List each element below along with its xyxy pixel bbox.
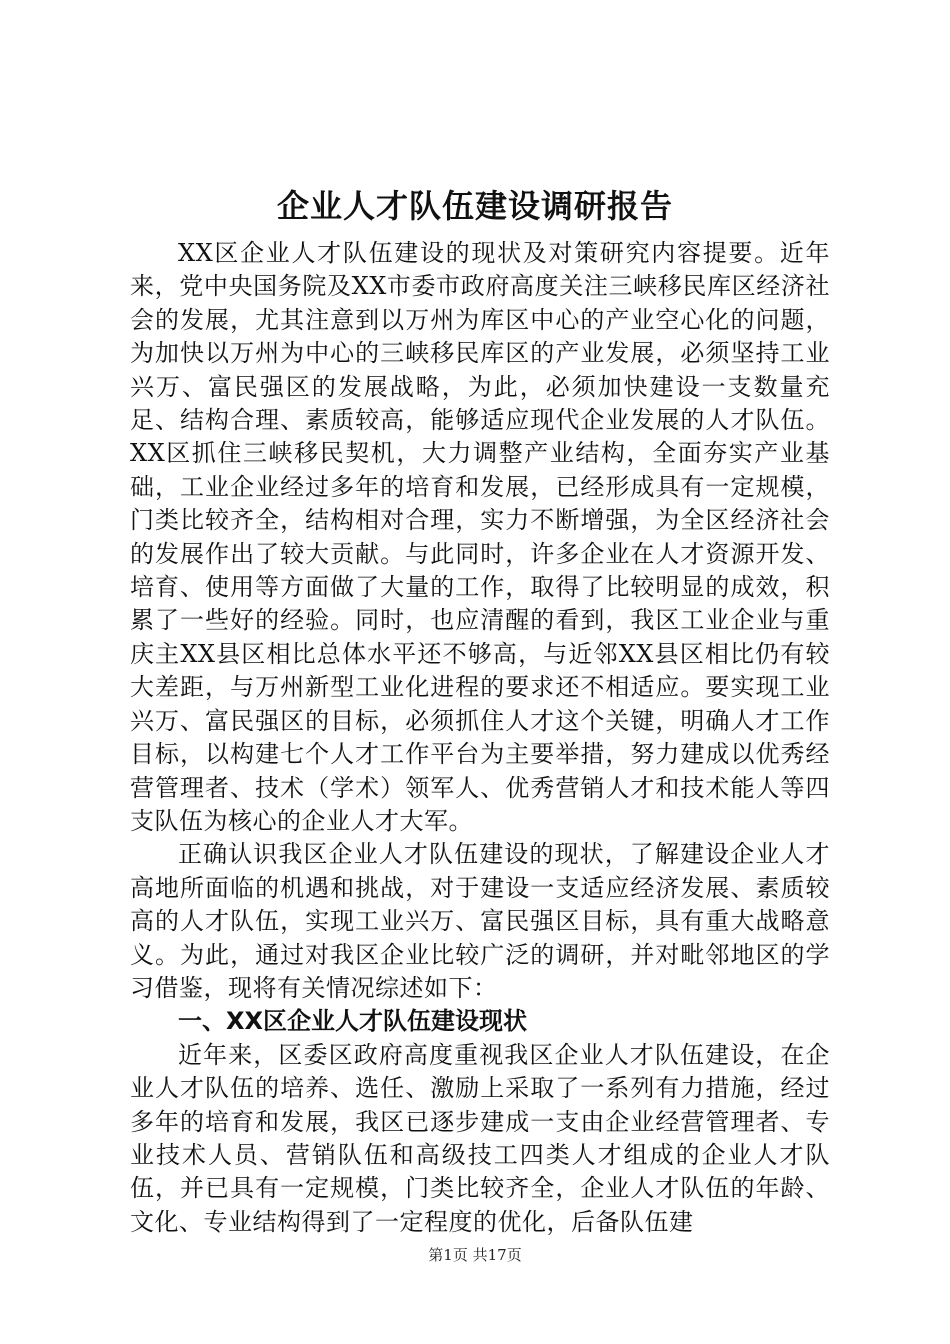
- document-body: [130, 237, 830, 1239]
- overview-paragraph: 正确认识我区企业人才队伍建设的现状，了解建设企业人才高地所面临的机遇和挑战，对于建设一支适应经济发展、素质较高的人才队伍，实现工业兴万、富民强区目标，具有重大战略意义。为此，通过对我区企业比较广泛的调研，并对毗邻地区的学习借鉴，现将有关情况综述如下：: [130, 840, 830, 1002]
- section-paragraph: 近年来，区委区政府高度重视我区企业人才队伍建设，在企业人才队伍的培养、选任、激励上采取了一系列有力措施，经过多年的培育和发展，我区已逐步建成一支由企业经营管理者、专业技术人员、营销队伍和高级技工四类人才组成的企业人才队伍，并已具有一定规模，门类比较齐全，企业人才队伍的年龄、文化、专业结构得到了一定程度的优化，后备队伍建: [130, 1040, 830, 1236]
- section-heading: 一、XX区企业人才队伍建设现状: [178, 1007, 528, 1036]
- page-number-footer: 第1页 共17页: [428, 1246, 522, 1264]
- document-title: 企业人才队伍建设调研报告: [276, 187, 673, 225]
- intro-paragraph: XX区企业人才队伍建设的现状及对策研究内容提要。近年来，党中央国务院及XX市委市政府高度关注三峡移民库区经济社会的发展，尤其注意到以万州为库区中心的产业空心化的问题，为加快以万州为中心的三峡移民库区的产业发展，必须坚持工业兴万、富民强区的发展战略，为此，必须加快建设一支数量充足、结构合理、素质较高，能够适应现代企业发展的人才队伍。XX区抓住三峡移民契机，大力调整产业结构，全面夯实产业基础，工业企业经过多年的培育和发展，已经形成具有一定规模，门类比较齐全，结构相对合理，实力不断增强，为全区经济社会的发展作出了较大贡献。与此同时，许多企业在人才资源开发、培育、使用等方面做了大量的工作，取得了比较明显的成效，积累了一些好的经验。同时，也应清醒的看到，我区工业企业与重庆主XX县区相比总体水平还不够高，与近邻XX县区相比仍有较大差距，与万州新型工业化进程的要求还不相适应。要实现工业兴万、富民强区的目标，必须抓住人才这个关键，明确人才工作目标，以构建七个人才工作平台为主要举措，努力建成以优秀经营管理者、技术（学术）领军人、优秀营销人才和技术能人等四支队伍为核心的企业人才大军。: [130, 239, 830, 835]
